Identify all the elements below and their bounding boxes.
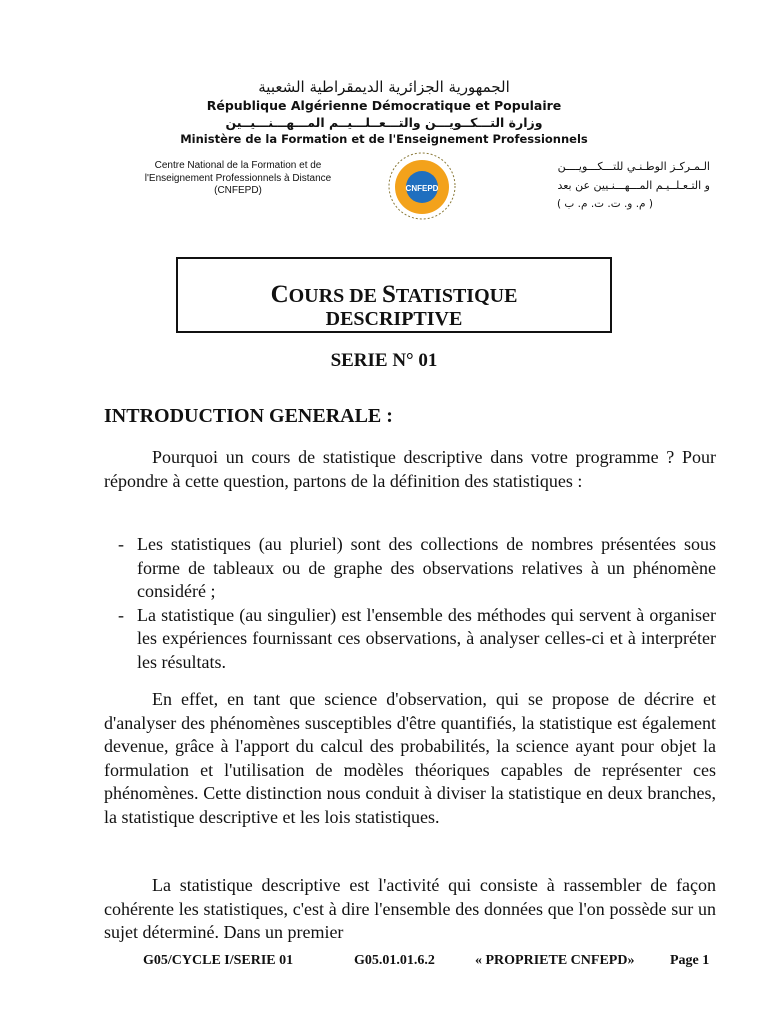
centre-arabic-line: و التـعـلــيـم المـــهـــنـيين عن بعد	[557, 179, 710, 192]
title-text: OURS DE	[288, 285, 382, 307]
course-title-box	[176, 257, 612, 333]
list-item-text: Les statistiques (au pluriel) sont des collections de nombres présentées sous forme de tableaux ou de graphe des observations relatives à un phénomène considéré ;	[137, 534, 716, 601]
intro-heading: INTRODUCTION GENERALE :	[104, 405, 393, 427]
paragraph-text: En effet, en tant que science d'observation, qui se propose de décrire et d'analyser des phénomènes susceptibles d'être quantifiés, la statistique est également devenue, grâce à l'apport du calcul des probabilités, la science ayant pour objet la formulation et l'utilisation de modèles théoriques capables de représenter ces phénomènes. Cette distinction nous conduit à diviser la statistique en deux branches, la statistique descriptive et les lois statistiques.	[104, 689, 716, 827]
paragraph-2	[104, 688, 716, 829]
cnfepd-logo	[380, 150, 464, 220]
footer-property: « PROPRIETE CNFEPD»	[475, 953, 635, 968]
centre-name-arabic	[500, 157, 710, 214]
list-dash: -	[118, 604, 124, 625]
centre-arabic-line: ( م. و. ت. ت. م. ب )	[557, 198, 653, 210]
centre-arabic-line: الـمـركـز الوطـنـي للتـــكـــويــــن	[557, 160, 710, 173]
footer-page-number: Page 1	[670, 953, 710, 968]
french-ministry-title: Ministère de la Formation et de l'Enseignement Professionnels	[180, 132, 588, 146]
arabic-republic-title: الجمهورية الجزائرية الديمقراطية الشعبية	[258, 78, 510, 96]
list-item-text: La statistique (au singulier) est l'ensemble des méthodes qui servent à organiser les expériences fournissant ces observations, à analyser celles-ci et à interpréter les résultats.	[137, 604, 716, 672]
centre-french-line: l'Enseignement Professionnels à Distance	[144, 172, 332, 184]
footer-course-code: G05/CYCLE I/SERIE 01	[143, 953, 294, 968]
centre-french-line: Centre National de la Formation et de	[154, 160, 322, 171]
french-republic-title: République Algérienne Démocratique et Populaire	[206, 98, 562, 113]
centre-name-french	[128, 160, 348, 198]
centre-french-line: (CNFEPD)	[214, 185, 262, 196]
footer-document-code: G05.01.01.6.2	[354, 953, 435, 968]
definition-list	[118, 533, 716, 674]
serie-number: SERIE N° 01	[330, 350, 438, 371]
paragraph-text: La statistique descriptive est l'activité qui consiste à rassembler de façon cohérente les statistiques, c'est à dire l'ensemble des données que l'on possède sur un sujet déterminé. Dans un premier	[104, 875, 716, 942]
list-dash: -	[118, 534, 124, 554]
title-capital-s: S	[381, 281, 396, 308]
paragraph-3	[104, 874, 716, 944]
course-title-line1	[178, 283, 610, 308]
list-item	[118, 533, 716, 604]
paragraph-text: Pourquoi un cours de statistique descriptive dans votre programme ? Pour répondre à cette question, partons de la définition des statistiques :	[104, 447, 716, 491]
list-item	[118, 604, 716, 675]
paragraph-1	[104, 446, 716, 493]
title-capital-c: C	[270, 281, 289, 308]
title-text: TATISTIQUE	[395, 285, 518, 307]
course-title-line2: DESCRIPTIVE	[325, 308, 463, 330]
logo-text: CNFEPD	[405, 184, 439, 193]
arabic-ministry-title: وزارة التـــكــويـــن والتـــعــلـــيــم المـــهـــنـــيــين	[225, 115, 543, 130]
